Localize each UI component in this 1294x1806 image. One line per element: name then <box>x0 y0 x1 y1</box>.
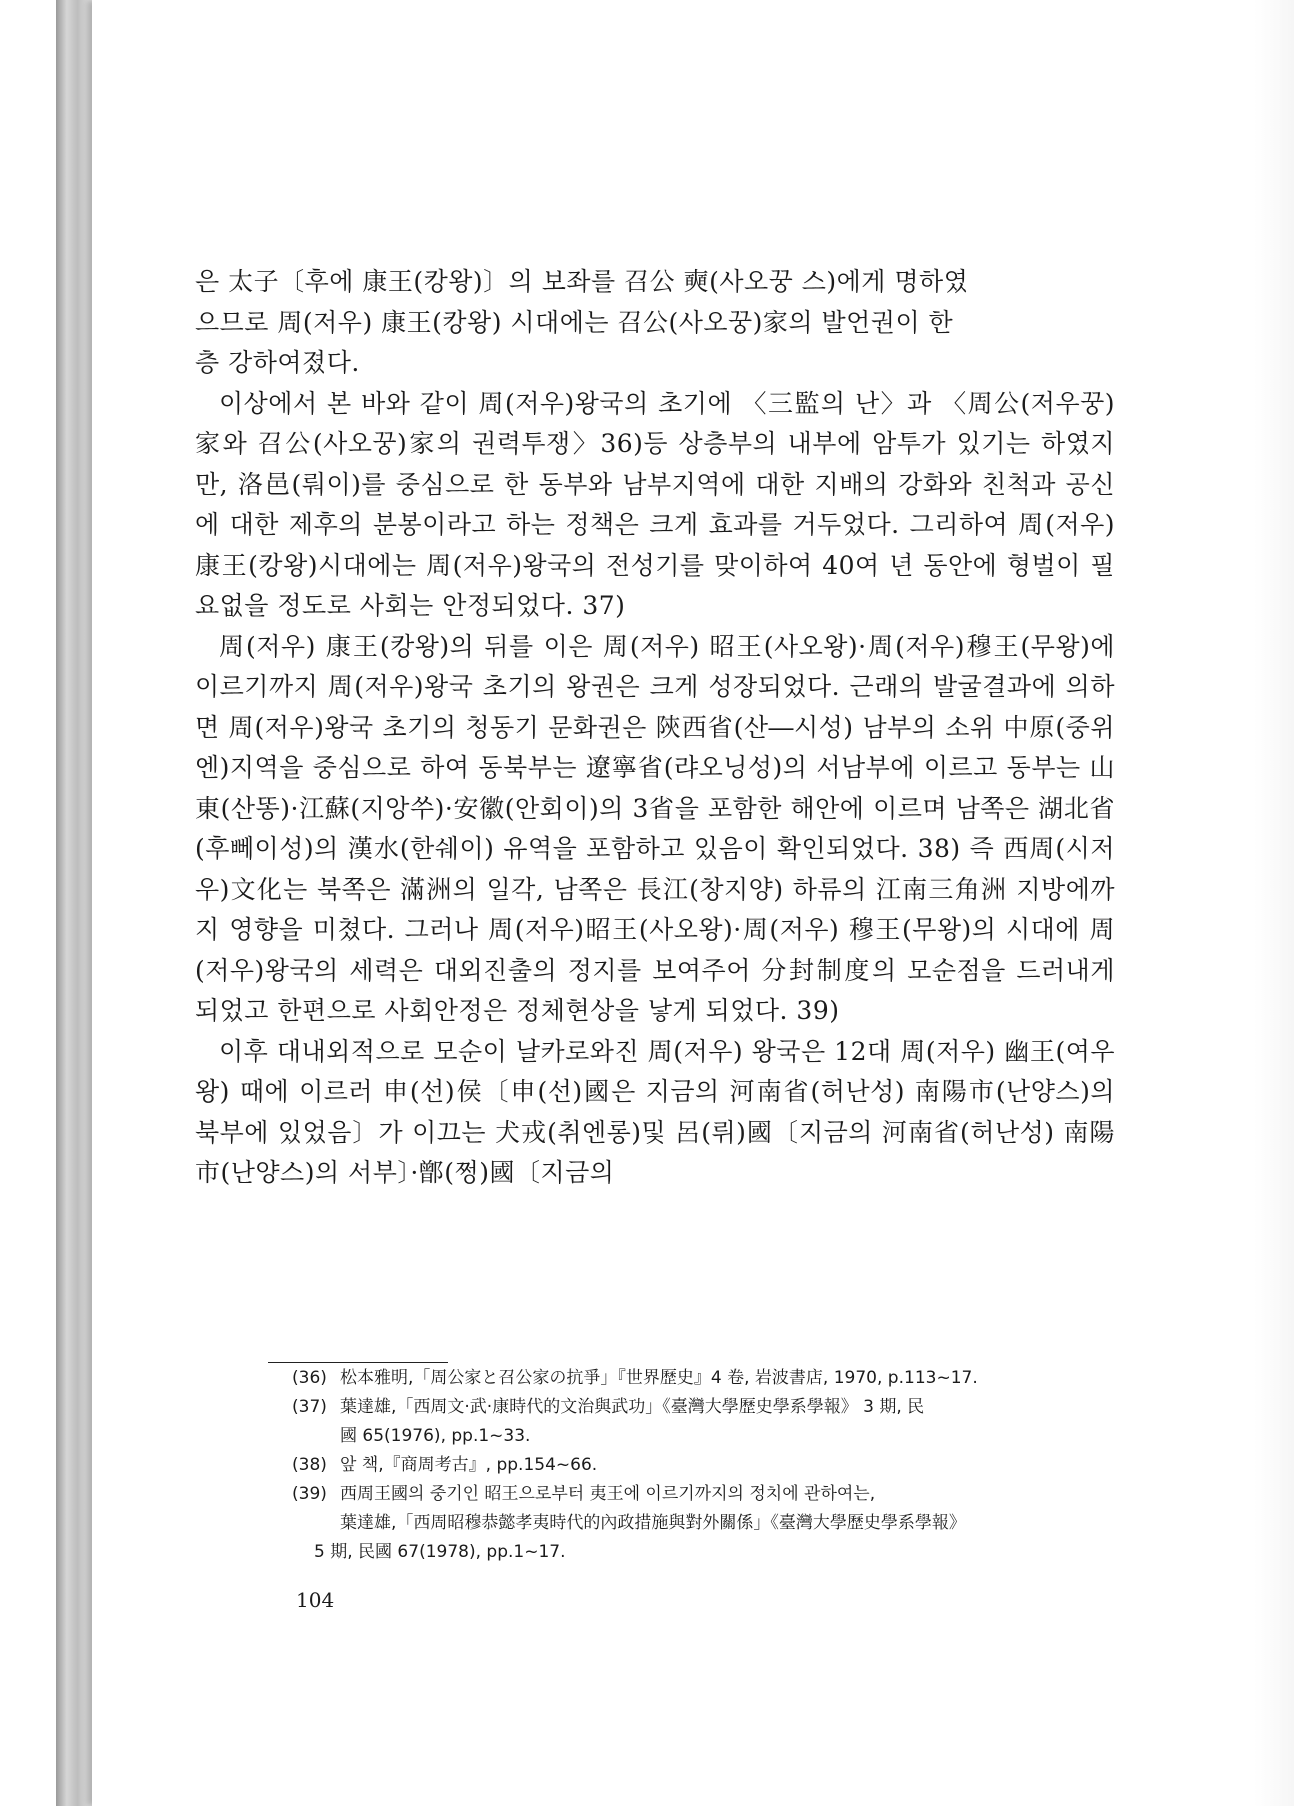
footnote-number: (36) <box>292 1368 327 1388</box>
footnote-number: (37) <box>292 1397 327 1417</box>
paragraph-1: 이상에서 본 바와 같이 周(저우)왕국의 초기에 〈三監의 난〉과 〈周公(저우꿍)家와 召公(사오꿍)家의 권력투쟁〉36)등 상층부의 내부에 암투가 있기는 하였지만, 洛邑(뤄이)를 중심으로 한 동부와 남부지역에 대한 지배의 강화와 친척과 공신에 대한 제후의 분봉이라고 하는 정책은 크게 효과를 거두었다. 그리하여 周(저우) 康王(캉왕)시대에는 周(저우)왕국의 전성기를 맞이하여 40여 년 동안에 형벌이 필요없을 정도로 사회는 안정되었다. 37) <box>195 388 1115 620</box>
footnote-number: (39) <box>292 1484 327 1504</box>
footnotes <box>292 1364 1112 1567</box>
page-number: 104 <box>296 1588 335 1612</box>
footnote-36 <box>292 1364 1112 1393</box>
footnote-37 <box>292 1393 1112 1422</box>
paragraph-2: 周(저우) 康王(캉왕)의 뒤를 이은 周(저우) 昭王(사오왕)·周(저우)穆王(무왕)에 이르기까지 周(저우)왕국 초기의 왕권은 크게 성장되었다. 근래의 발굴결과에 의하면 周(저우)왕국 초기의 청동기 문화권은 陝西省(산―시성) 남부의 소위 中原(중위엔)지역을 중심으로 하여 동북부는 遼寧省(랴오닝성)의 서남부에 이르고 동부는 山東(산똥)·江蘇(지앙쑤)·安徽(안회이)의 3省을 포함한 해안에 이르며 남쪽은 湖北省(후뻬이성)의 漢水(한쉐이) 유역을 포함하고 있음이 확인되었다. 38) 즉 西周(시저우)文化는 북쪽은 滿洲의 일각, 남쪽은 長江(창지양) 하류의 江南三角洲 지방에까지 영향을 미쳤다. 그러나 周(저우)昭王(사오왕)·周(저우) 穆王(무왕)의 시대에 周(저우)왕국의 세력은 대외진출의 정지를 보여주어 分封制度의 모순점을 드러내게 되었고 한편으로 사회안정은 정체현상을 낳게 되었다. 39) <box>195 631 1115 1025</box>
footnote-continuation: 5 期, 民國 67(1978), pp.1~17. <box>314 1542 566 1562</box>
paragraph-3: 이후 대내외적으로 모순이 날카로와진 周(저우) 왕국은 12대 周(저우) 幽王(여우왕) 때에 이르러 申(선)侯〔申(선)國은 지금의 河南省(허난성) 南陽市(난양스)의 북부에 있었음〕가 이끄는 犬戎(취엔롱)및 呂(뤼)國〔지금의 河南省(허난성) 南陽市(난양스)의 서부〕·鄫(쩡)國〔지금의 <box>195 1036 1115 1187</box>
footnote-text: 松本雅明,「周公家と召公家の抗爭」『世界歷史』4 卷, 岩波書店, 1970, p.113~17. <box>340 1368 978 1388</box>
footnote-continuation: 葉達雄,「西周昭穆恭懿孝夷時代的內政措施與對外關係」《臺灣大學歷史學系學報》 <box>340 1513 966 1533</box>
book-spine-edge <box>56 0 92 1806</box>
page-edge-shade <box>1254 0 1294 1806</box>
text-line-1: 은 太子〔후에 康王(캉왕)〕의 보좌를 召公 奭(사오꿍 스)에게 명하였 <box>195 267 969 296</box>
footnote-rule <box>268 1362 448 1363</box>
footnote-39 <box>292 1480 1112 1509</box>
footnote-38 <box>292 1451 1112 1480</box>
main-text <box>195 262 1115 1194</box>
text-line-3: 층 강하여졌다. <box>195 348 360 377</box>
footnote-text: 葉達雄,「西周文·武·康時代的文治與武功」《臺灣大學歷史學系學報》 3 期, 民 <box>340 1397 925 1417</box>
footnote-text: 西周王國의 중기인 昭王으로부터 夷王에 이르기까지의 정치에 관하여는, <box>340 1484 876 1504</box>
footnote-text: 앞 책,『商周考古』, pp.154~66. <box>340 1455 598 1475</box>
footnote-continuation: 國 65(1976), pp.1~33. <box>340 1426 531 1446</box>
footnote-number: (38) <box>292 1455 327 1475</box>
text-line-2: 으므로 周(저우) 康王(캉왕) 시대에는 召公(사오꿍)家의 발언권이 한 <box>195 307 954 337</box>
